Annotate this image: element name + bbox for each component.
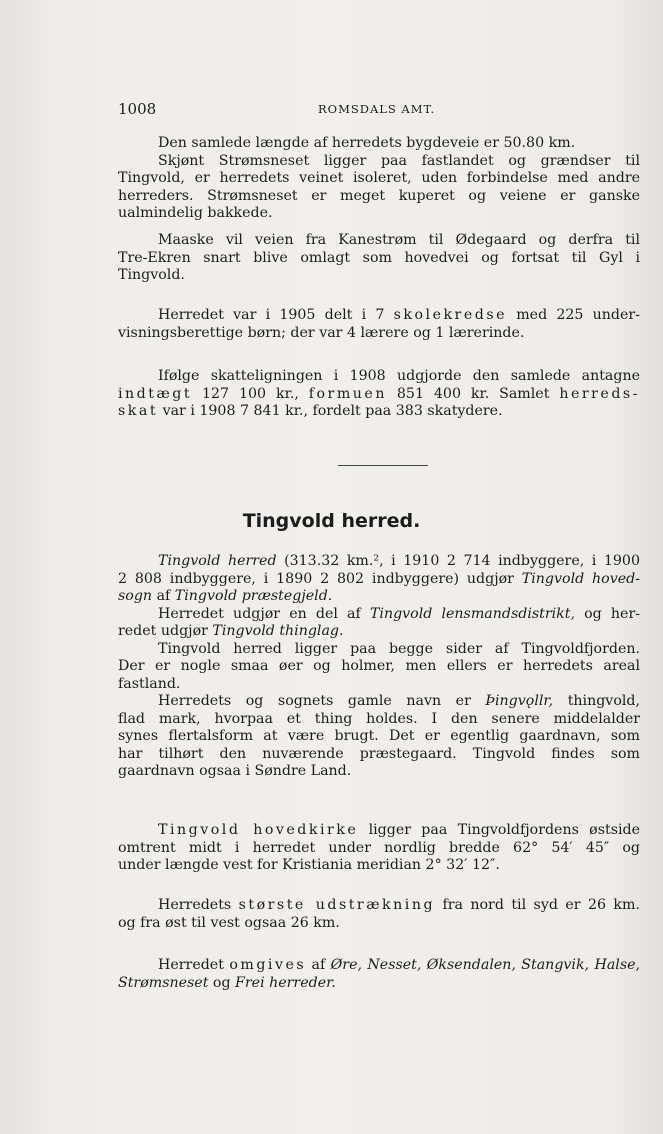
text-line: Herredet omgives af Øre, Nesset, Øksendalen, Stangvik, Halse, xyxy=(158,957,640,973)
text-line: Tingvold herred ligger paa begge sider af Tingvoldfjorden. xyxy=(158,640,640,657)
text-line: Tre-Ekren snart blive omlagt som hovedvei og fortsat til Gyl i xyxy=(118,249,640,266)
text-line: Der er nogle smaa øer og holmer, men ellers er herredets areal xyxy=(118,658,640,674)
text-line: Herredet udgjør en del af Tingvold lensmandsdistrikt, og her- xyxy=(158,605,640,622)
text-line: sogn af Tingvold præstegjeld. xyxy=(118,588,333,604)
text-line: Maaske vil veien fra Kanestrøm til Ødegaard og derfra til xyxy=(158,232,640,248)
text-line: flad mark, hvorpaa et thing holdes. I den senere middelalder xyxy=(118,710,640,727)
paragraph-schools xyxy=(118,307,640,342)
section-title: Tingvold herred. xyxy=(242,510,421,532)
text-line: Herredet var i 1905 delt i 7 skolekredse med 225 under- xyxy=(158,307,640,323)
page-header xyxy=(118,100,640,120)
text-line: omtrent midt i herredet under nordlig bredde 62° 54′ 45″ og xyxy=(118,839,640,856)
text-line: indtægt 127 100 kr., formuen 851 400 kr. Samlet herreds- xyxy=(118,385,640,402)
text-line: synes flertalsform at være brugt. Det er egentlig gaardnavn, som xyxy=(118,728,640,744)
section-divider xyxy=(338,465,428,466)
text-line: har tilhørt den nuværende præstegaard. Tingvold findes som xyxy=(118,745,640,762)
paragraph-road-length xyxy=(118,135,640,223)
text-line: Herredets og sognets gamle navn er Þingvǫllr, thingvold, xyxy=(158,693,640,709)
text-line: skat var i 1908 7 841 kr., fordelt paa 383 skatydere. xyxy=(118,403,503,419)
text-line: og fra øst til vest ogsaa 26 km. xyxy=(118,914,340,931)
text-line: Tingvold. xyxy=(118,267,185,283)
text-line: Skjønt Strømsneset ligger paa fastlandet og grændser til xyxy=(158,152,640,169)
text-line: Den samlede længde af herredets bygdeveie er 50.80 km. xyxy=(158,135,576,151)
paragraph-church xyxy=(118,822,640,875)
running-title: ROMSDALS AMT. xyxy=(318,102,436,116)
paragraph-overview xyxy=(118,553,640,781)
text-line: visningsberettige børn; der var 4 lærere og 1 lærerinde. xyxy=(118,324,525,341)
text-line: Tingvold herred (313.32 km.², i 1910 2 714 indbyggere, i 1900 xyxy=(158,553,640,569)
page-number: 1008 xyxy=(118,100,157,118)
text-line: Tingvold hovedkirke ligger paa Tingvoldfjordens østside xyxy=(158,822,640,838)
text-line: gaardnavn ogsaa i Søndre Land. xyxy=(118,763,352,779)
text-line: ualmindelig bakkede. xyxy=(118,205,273,221)
text-line: 2 808 indbyggere, i 1890 2 802 indbyggere) udgjør Tingvold hoved- xyxy=(118,570,640,587)
text-line: Tingvold, er herredets veinet isoleret, uden forbindelse med andre xyxy=(118,170,640,186)
paragraph-road-plan xyxy=(118,232,640,285)
text-line: Strømsneset og Frei herreder. xyxy=(118,974,336,991)
text-line: herreders. Strømsneset er meget kuperet og veiene er ganske xyxy=(118,187,640,204)
text-line: under længde vest for Kristiania meridian 2° 32′ 12″. xyxy=(118,857,500,873)
text-line: Ifølge skatteligningen i 1908 udgjorde den samlede antagne xyxy=(158,368,640,384)
text-line: fastland. xyxy=(118,675,181,692)
paragraph-extent xyxy=(118,897,640,932)
paragraph-taxes xyxy=(118,368,640,421)
text-line: Herredets største udstrækning fra nord til syd er 26 km. xyxy=(158,897,640,913)
text-line: redet udgjør Tingvold thinglag. xyxy=(118,623,344,639)
paragraph-borders xyxy=(118,957,640,992)
